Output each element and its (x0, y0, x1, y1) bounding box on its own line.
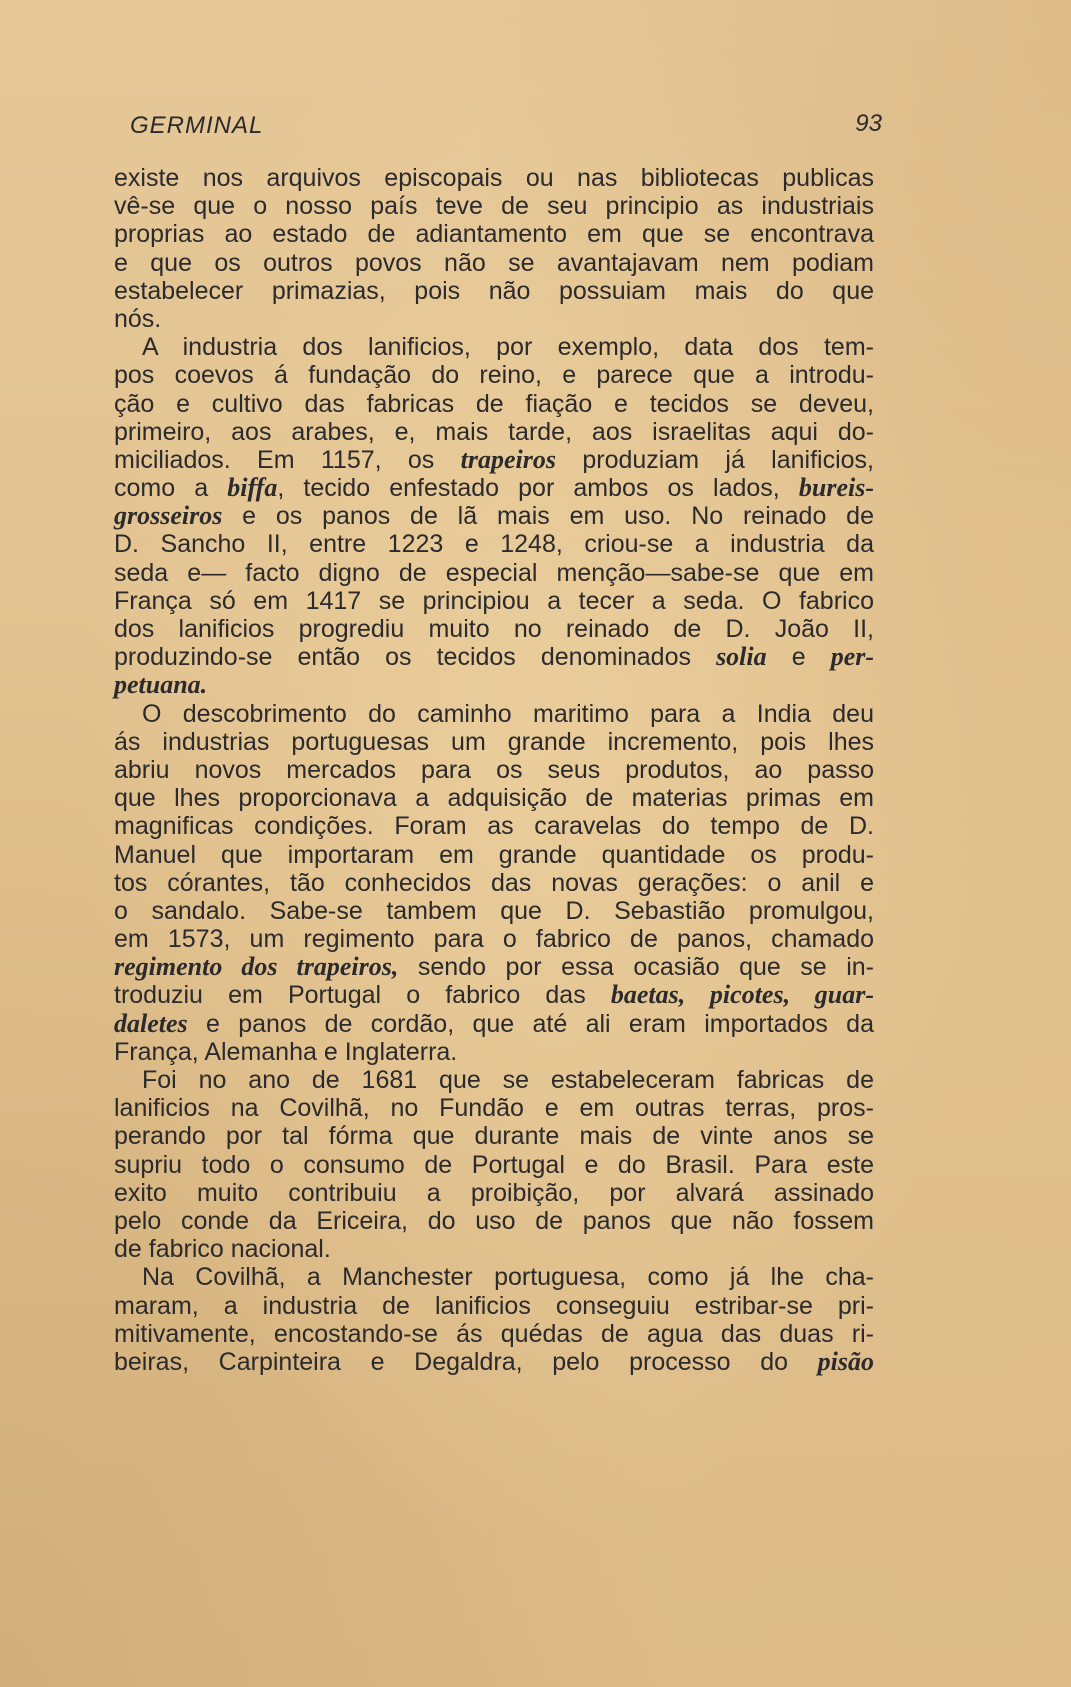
text-line (114, 1207, 874, 1235)
text-line (114, 841, 874, 869)
italic-text: grosseiros (114, 501, 223, 531)
text-line (114, 981, 874, 1009)
text-segment: ás industrias portuguesas um grande incremento, pois lhes (114, 727, 874, 756)
text-segment: magnificas condições. Foram as caravelas do tempo de D. (114, 812, 874, 841)
text-segment: produzindo-se então os tecidos denominados (114, 643, 717, 672)
text-segment: existe nos arquivos episcopais ou nas bibliotecas publicas (114, 164, 874, 192)
text-line (114, 784, 874, 812)
italic-text: petuana. (114, 670, 208, 700)
text-line (114, 361, 874, 389)
text-segment: seda e— facto digno de especial menção—sabe-se que em (114, 558, 874, 587)
text-segment: e (766, 643, 831, 672)
text-line (114, 220, 874, 248)
text-line (114, 897, 874, 925)
text-segment: e que os outros povos não se avantajavam nem podiam (114, 248, 874, 277)
text-line (114, 305, 874, 333)
text-line (114, 390, 874, 418)
text-segment: primeiro, aos arabes, e, mais tarde, aos israelitas aqui do- (114, 417, 874, 446)
text-segment: , tecido enfestado por ambos os lados, (277, 474, 799, 503)
text-line (114, 1066, 874, 1094)
text-segment: de fabrico nacional. (114, 1235, 331, 1264)
text-line (114, 756, 874, 784)
text-segment: miciliados. Em 1157, os (114, 445, 461, 474)
text-line (114, 1179, 874, 1207)
page-number: 93 (855, 110, 882, 137)
text-line (114, 1038, 874, 1066)
text-line (114, 1151, 874, 1179)
italic-text: per- (830, 642, 875, 672)
text-line (114, 559, 874, 587)
text-segment: França, Alemanha e Inglaterra. (114, 1037, 458, 1066)
text-line (114, 530, 874, 558)
text-segment: perando por tal fórma que durante mais de vinte anos se (114, 1122, 874, 1151)
text-segment: maram, a industria de lanificios conseguiu estribar-se pri- (114, 1291, 874, 1320)
text-line (114, 333, 874, 361)
text-segment: França só em 1417 se principiou a tecer a seda. O fabrico (114, 586, 874, 615)
text-line (114, 1122, 874, 1150)
text-line (114, 700, 874, 728)
text-line (114, 164, 874, 192)
text-line (114, 1320, 874, 1348)
italic-text: solia (716, 642, 767, 672)
text-line (114, 502, 874, 530)
text-segment: beiras, Carpinteira e Degaldra, pelo processo do (114, 1347, 818, 1376)
text-line (114, 192, 874, 220)
text-line (114, 474, 874, 502)
text-segment: proprias ao estado de adiantamento em que se encontrava (114, 220, 874, 249)
text-segment: o sandalo. Sabe-se tambem que D. Sebastião promulgou, (114, 896, 874, 925)
text-segment: dos lanificios progrediu muito no reinado de D. João II, (114, 615, 874, 643)
text-segment: tos córantes, tão conhecidos das novas gerações: o anil e (114, 868, 874, 897)
text-segment: A industria dos lanificios, por exemplo, data dos tem- (142, 333, 874, 362)
text-line (114, 418, 874, 446)
text-line (114, 1263, 874, 1291)
text-segment: estabelecer primazias, pois não possuiam mais do que (114, 276, 874, 305)
text-line (114, 446, 874, 474)
text-segment: D. Sancho II, entre 1223 e 1248, criou-se a industria da (114, 530, 874, 559)
text-line (114, 671, 874, 699)
text-segment: Na Covilhã, a Manchester portuguesa, como já lhe cha- (142, 1263, 874, 1292)
italic-text: daletes (114, 1008, 188, 1038)
running-title: GERMINAL (130, 112, 264, 139)
text-segment: em 1573, um regimento para o fabrico de panos, chamado (114, 925, 874, 954)
text-line (114, 1348, 874, 1376)
text-segment: abriu novos mercados para os seus produtos, ao passo (114, 755, 874, 784)
text-line (114, 953, 874, 981)
text-segment: pos coevos á fundação do reino, e parece que a introdu- (114, 361, 874, 390)
text-line (114, 615, 874, 643)
text-line (114, 1235, 874, 1263)
italic-text: baetas, picotes, guar- (610, 980, 875, 1010)
text-segment: troduziu em Portugal o fabrico das (114, 981, 611, 1010)
italic-text: pisão (817, 1346, 874, 1376)
text-segment: Foi no ano de 1681 que se estabeleceram fabricas de (142, 1066, 874, 1094)
text-segment: como a (114, 474, 228, 503)
text-segment: sendo por essa ocasião que se in- (398, 953, 874, 982)
text-line (114, 812, 874, 840)
text-segment: Manuel que importaram em grande quantidade os produ- (114, 840, 874, 869)
text-line (114, 728, 874, 756)
text-segment: que lhes proporcionava a adquisição de materias primas em (114, 784, 874, 813)
text-segment: ção e cultivo das fabricas de fiação e tecidos se deveu, (114, 389, 874, 418)
text-segment: supriu todo o consumo de Portugal e do Brasil. Para este (114, 1150, 874, 1179)
text-segment: e os panos de lã mais em uso. No reinado de (222, 502, 874, 531)
text-line (114, 277, 874, 305)
text-segment: nós. (114, 304, 162, 333)
text-segment: mitivamente, encostando-se ás quédas de agua das duas ri- (114, 1319, 874, 1348)
italic-text: bureis- (798, 473, 874, 503)
text-line (114, 869, 874, 897)
body-text (114, 164, 874, 1376)
text-segment: exito muito contribuiu a proibição, por alvará assinado (114, 1178, 874, 1207)
text-line (114, 587, 874, 615)
text-line (114, 925, 874, 953)
italic-text: biffa (227, 473, 278, 503)
text-line (114, 1010, 874, 1038)
text-line (114, 249, 874, 277)
text-segment: produziam já lanificios, (556, 445, 875, 474)
text-line (114, 643, 874, 671)
italic-text: trapeiros (460, 444, 556, 474)
text-line (114, 1094, 874, 1122)
text-segment: pelo conde da Ericeira, do uso de panos que não fossem (114, 1206, 874, 1235)
text-segment: e panos de cordão, que até ali eram importados da (187, 1009, 874, 1038)
text-line (114, 1292, 874, 1320)
italic-text: regimento dos trapeiros, (114, 952, 399, 982)
page-header (130, 112, 910, 152)
text-segment: vê-se que o nosso país teve de seu principio as industriais (114, 192, 874, 221)
text-segment: O descobrimento do caminho maritimo para a India deu (142, 699, 874, 728)
text-segment: lanificios na Covilhã, no Fundão e em outras terras, pros- (114, 1094, 874, 1123)
